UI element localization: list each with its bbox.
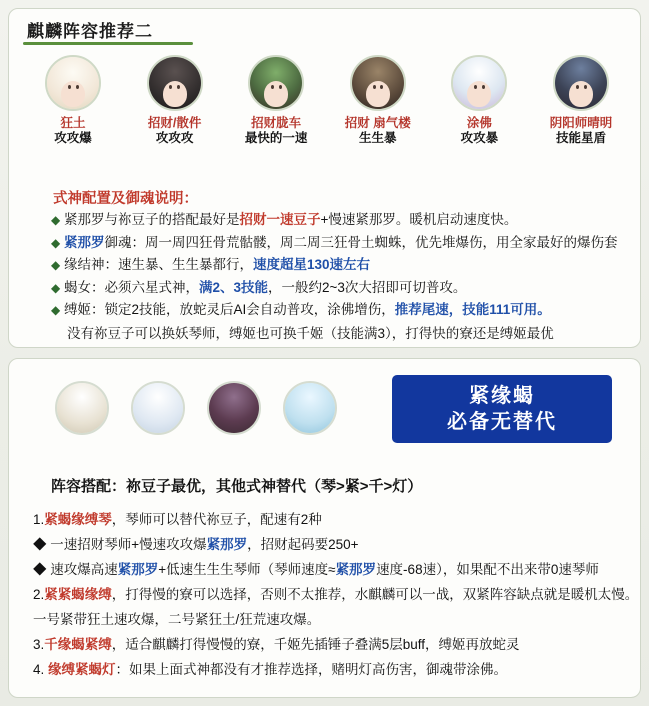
- page-title: 麒麟阵容推荐二: [27, 22, 153, 41]
- shikigami-label-line1: 狂土: [60, 116, 86, 130]
- shikigami-label: [245, 116, 308, 146]
- config-bullet-0: [51, 209, 621, 232]
- banner-line-2: 必备无替代: [447, 411, 557, 433]
- config-bullet-text-3: 蝎女：必须六星式神，满2、3技能，一般约2~3次大招即可切普攻。: [64, 279, 467, 295]
- shikigami-label: [148, 116, 201, 146]
- config-bullet-text-1: 紧那罗御魂：周一周四狂骨荒骷髅，周二周三狂骨土蜘蛛，优先堆爆伤，用全家最好的爆伤套: [64, 234, 618, 250]
- combo-line-text-5: 3.千缘蝎紧缚，适合麒麟打得慢慢的寮，千姬先插锤子叠满5层buff，缚姬再放蛇灵: [33, 637, 520, 652]
- combo-line-0: [33, 507, 633, 532]
- shikigami-label-line1: 招财胧车: [251, 116, 302, 130]
- shikigami-label-line2: 技能星盾: [555, 131, 606, 145]
- combo-line-text-6: 4. 缘缚紧蝎灯：如果上面式神都没有才推荐选择，赌明灯高伤害，御魂带涂佛。: [33, 662, 508, 677]
- diamond-icon: ◆: [51, 235, 61, 250]
- recommendation-card-1: [8, 8, 641, 348]
- config-bullet-list: [51, 209, 621, 322]
- combo-line-text-1: ◆ 一速招财琴师+慢速攻攻爆紧那罗，招财起码要250+: [33, 537, 359, 552]
- avatar: [451, 55, 507, 111]
- avatar-fuki[interactable]: [283, 381, 337, 435]
- avatar-scorpion[interactable]: [207, 381, 261, 435]
- avatar: [147, 55, 203, 111]
- combo-line-6: [33, 657, 633, 682]
- shikigami-label: [461, 116, 499, 146]
- shikigami-item-1[interactable]: [129, 55, 221, 146]
- config-heading: 式神配置及御魂说明：: [53, 191, 198, 207]
- config-bullet-1: [51, 232, 621, 255]
- config-footer-note: 没有祢豆子可以换妖琴师，缚姬也可换千姬（技能满3），打得快的寮还是缚姬最优: [67, 326, 554, 341]
- diamond-icon: ◆: [51, 280, 61, 295]
- combo-line-5: [33, 632, 633, 657]
- avatar: [248, 55, 304, 111]
- shikigami-label-line2: 攻攻暴: [460, 131, 499, 145]
- banner-line-1: 紧缘蝎: [469, 385, 535, 407]
- combo-line-text-4: 一号紧带狂土速攻爆，二号紧狂土/狂荒速攻爆。: [33, 612, 321, 627]
- shikigami-label: [550, 116, 613, 146]
- shikigami-label-line2: 攻攻攻: [155, 131, 194, 145]
- shikigami-row-2: [55, 381, 337, 435]
- shikigami-label-line2: 最快的一速: [244, 131, 308, 145]
- diamond-icon: ◆: [51, 303, 61, 317]
- avatar: [553, 55, 609, 111]
- diamond-icon: ◆: [51, 258, 61, 272]
- avatar-nezuko[interactable]: [55, 381, 109, 435]
- shikigami-label: [54, 116, 92, 146]
- config-bullet-text-0: 紧那罗与祢豆子的搭配最好是招财一速豆子+慢速紧那罗。暖机启动速度快。: [64, 212, 518, 227]
- recommendation-card-2: [8, 358, 641, 698]
- combo-line-3: [33, 582, 639, 607]
- combo-line-4: [33, 607, 633, 632]
- shikigami-label: [345, 116, 411, 146]
- shikigami-item-3[interactable]: [332, 55, 424, 146]
- shikigami-label-line2: 生生暴: [359, 131, 397, 145]
- avatar: [45, 55, 101, 111]
- shikigami-label-line1: 涂佛: [466, 116, 492, 130]
- core-team-banner: [392, 375, 612, 443]
- combo-line-2: [33, 557, 633, 582]
- avatar: [350, 55, 406, 111]
- config-bullet-2: [51, 254, 621, 277]
- combo-line-1: [33, 532, 633, 557]
- shikigami-label-line1: 阴阳师晴明: [549, 116, 613, 130]
- shikigami-item-4[interactable]: [433, 55, 525, 146]
- combo-line-text-0: 1.紧蝎缘缚琴，琴师可以替代祢豆子，配速有2种: [33, 512, 322, 527]
- combo-line-list: [33, 507, 639, 682]
- config-bullet-text-2: 缘结神：速生暴、生生暴都行，速度超星130速左右: [64, 257, 371, 272]
- shikigami-label-line1: 招财 扇气楼: [344, 116, 411, 130]
- combo-line-text-3: 2.紧紧蝎缘缚，打得慢的寮可以选择，否则不太推荐，水麒麟可以一战，双紧阵容缺点就是暖机太慢。: [33, 587, 639, 602]
- shikigami-row-1: [27, 55, 627, 146]
- config-bullet-3: [51, 277, 621, 300]
- combo-heading: 阵容搭配：祢豆子最优，其他式神替代（琴>紧>千>灯）: [51, 478, 423, 495]
- config-bullet-text-4: 缚姬：锁定2技能，放蛇灵后AI会自动普攻，涂佛增伤，推荐尾速，技能111可用。: [64, 302, 551, 317]
- diamond-icon: ◆: [51, 213, 61, 227]
- shikigami-label-line1: 招财/散件: [147, 116, 202, 130]
- shikigami-item-5[interactable]: [535, 55, 627, 146]
- shikigami-item-2[interactable]: [230, 55, 322, 146]
- avatar-kinnara[interactable]: [131, 381, 185, 435]
- combo-line-text-2: ◆ 速攻爆高速紧那罗+低速生生生琴师（琴师速度≈紧那罗速度-68速），如果配不出来带0速琴师: [33, 562, 599, 577]
- shikigami-item-0[interactable]: [27, 55, 119, 146]
- title-underline: [23, 42, 193, 45]
- shikigami-label-line2: 攻攻爆: [54, 131, 92, 145]
- config-bullet-4: [51, 299, 621, 322]
